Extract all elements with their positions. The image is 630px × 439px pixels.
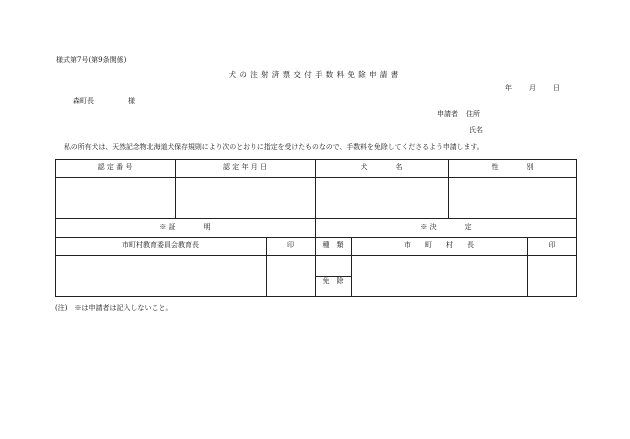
name-label: 氏名 xyxy=(469,126,483,134)
certification-header: ※ 証 明 xyxy=(159,223,211,231)
mayor-label: 市 町 村 長 xyxy=(404,241,474,249)
application-statement: 私の所有犬は、天然記念物北海道犬保存規則により次のとおりに指定を受けたものなので、手数料を免除してくださるよう申請します。 xyxy=(64,143,484,151)
column-header-dog-name: 犬 名 xyxy=(360,163,403,171)
applicant-label: 申請者 xyxy=(437,110,458,118)
date-year-label: 年 xyxy=(505,84,512,92)
certifier-seal: 印 xyxy=(287,241,294,249)
addressee: 森町長 xyxy=(73,97,94,105)
type-label: 種 類 xyxy=(322,241,344,249)
exemption-label: 免 除 xyxy=(322,277,344,285)
decision-header: ※ 決 定 xyxy=(420,223,472,231)
addressee-honorific: 様 xyxy=(128,97,135,105)
column-header-cert-date: 認 定 年 月 日 xyxy=(223,163,267,171)
table-rule xyxy=(55,255,577,256)
column-header-cert-number: 認 定 番 号 xyxy=(97,163,133,171)
mayor-seal: 印 xyxy=(548,241,556,249)
address-label: 住所 xyxy=(466,110,480,118)
footnote: (注) ※は申請者は記入しないこと。 xyxy=(55,304,173,312)
document-title: 犬の注射済票交付手数料免除申請書 xyxy=(228,70,402,79)
date-month-label: 月 xyxy=(529,84,536,92)
certifier-label: 市町村教育委員会教育長 xyxy=(122,241,199,249)
table-rule xyxy=(55,177,577,178)
table-rule xyxy=(55,237,577,238)
form-number: 様式第7号(第9条関係) xyxy=(56,56,127,64)
column-header-sex: 性 別 xyxy=(491,163,534,171)
table-rule xyxy=(55,218,577,219)
date-day-label: 日 xyxy=(553,84,560,92)
